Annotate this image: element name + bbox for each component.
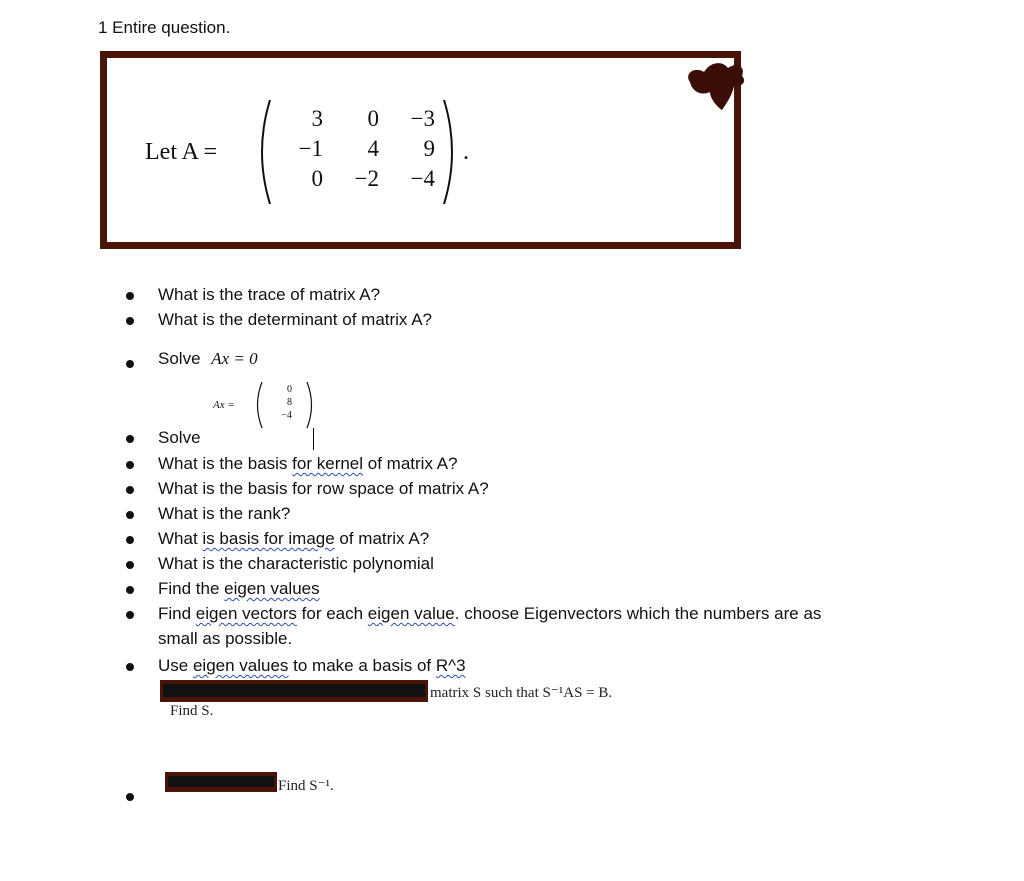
- matrix-cell: 3: [311, 106, 323, 131]
- bullet-icon: [126, 461, 134, 469]
- matrix-cell: −1: [298, 136, 323, 161]
- bullet-icon: [126, 486, 134, 494]
- matrix-cell: 0: [311, 166, 323, 191]
- question-eigenvalues: [158, 579, 320, 599]
- text-segment: for each: [296, 604, 368, 623]
- question-basis-r3: [158, 656, 466, 676]
- small-matrix-cell: −4: [281, 410, 292, 421]
- question-rank: What is the rank?: [158, 504, 291, 523]
- bullet-icon: [126, 292, 134, 300]
- question-eigenvectors: [158, 604, 821, 624]
- matrix-cell: 9: [423, 136, 435, 161]
- question-determinant: What is the determinant of matrix A?: [158, 310, 433, 329]
- matrix-cell: −3: [410, 106, 435, 131]
- text-segment: Use: [158, 656, 193, 675]
- snippet-matrix-s: matrix S such that S⁻¹AS = B.: [430, 685, 613, 701]
- spellcheck-text: for kernel: [292, 454, 364, 473]
- question-solve-ax0: [158, 349, 258, 369]
- bullet-icon: [126, 586, 134, 594]
- matrix-cell: −4: [410, 166, 435, 191]
- bullet-icon: [126, 793, 134, 801]
- question-heading: 1 Entire question.: [98, 18, 231, 37]
- question-char-poly: What is the characteristic polynomial: [158, 554, 434, 573]
- text-segment: of matrix A?: [334, 529, 430, 548]
- small-matrix-label: Ax =: [213, 399, 235, 411]
- text-segment: What is the basis: [158, 454, 293, 473]
- small-matrix-cell: 8: [287, 397, 292, 408]
- bullet-icon: [126, 611, 134, 619]
- spellcheck-text: eigen value: [367, 604, 455, 623]
- matrix-a: [271, 104, 439, 194]
- redaction-fill: [163, 684, 425, 697]
- small-matrix-values: [272, 383, 292, 422]
- bullet-icon: [126, 317, 134, 325]
- let-a-label: Let A =: [145, 139, 218, 165]
- spellcheck-text: R^3: [435, 656, 466, 675]
- snippet-find-s-inverse: Find S⁻¹.: [278, 778, 334, 794]
- text-segment: . choose Eigenvectors which the numbers are as: [454, 604, 822, 623]
- text-cursor: [313, 428, 314, 450]
- matrix-period: .: [463, 139, 469, 165]
- matrix-cell: 0: [367, 106, 379, 131]
- snippet-find-s: Find S.: [170, 703, 214, 719]
- small-right-paren-icon: [305, 380, 317, 430]
- spellcheck-text: is basis for image: [202, 529, 335, 548]
- redaction-fill: [168, 776, 274, 787]
- matrix-cell: 4: [367, 136, 379, 161]
- question-kernel-basis: [158, 454, 458, 474]
- matrix-row: [271, 134, 439, 164]
- spellcheck-text: eigen vectors: [195, 604, 297, 623]
- solve-equation: Ax = 0: [211, 349, 258, 368]
- small-matrix-cell: 0: [287, 384, 292, 395]
- text-segment: Find: [158, 604, 196, 623]
- bullet-icon: [126, 536, 134, 544]
- text-segment: to make a basis of: [288, 656, 436, 675]
- bullet-icon: [126, 511, 134, 519]
- question-solve: Solve: [158, 428, 201, 447]
- matrix-row: [271, 164, 439, 194]
- text-segment: of matrix A?: [363, 454, 458, 473]
- question-image-basis: [158, 529, 429, 549]
- question-row-space: What is the basis for row space of matrix A?: [158, 479, 489, 498]
- bullet-icon: [126, 663, 134, 671]
- bullet-icon: [126, 360, 134, 368]
- spellcheck-text: eigen values: [192, 656, 289, 675]
- bullet-icon: [126, 435, 134, 443]
- solve-label: Solve: [158, 349, 201, 368]
- spellcheck-text: eigen values: [224, 579, 320, 598]
- ink-blot-mark: [680, 52, 750, 122]
- right-paren-icon: [440, 98, 462, 206]
- matrix-row: [271, 104, 439, 134]
- text-segment: What: [158, 529, 203, 548]
- question-trace: What is the trace of matrix A?: [158, 285, 381, 304]
- bullet-icon: [126, 561, 134, 569]
- small-left-paren-icon: [252, 380, 264, 430]
- question-eigenvectors-cont: small as possible.: [158, 629, 293, 648]
- text-segment: Find the: [158, 579, 225, 598]
- matrix-cell: −2: [354, 166, 379, 191]
